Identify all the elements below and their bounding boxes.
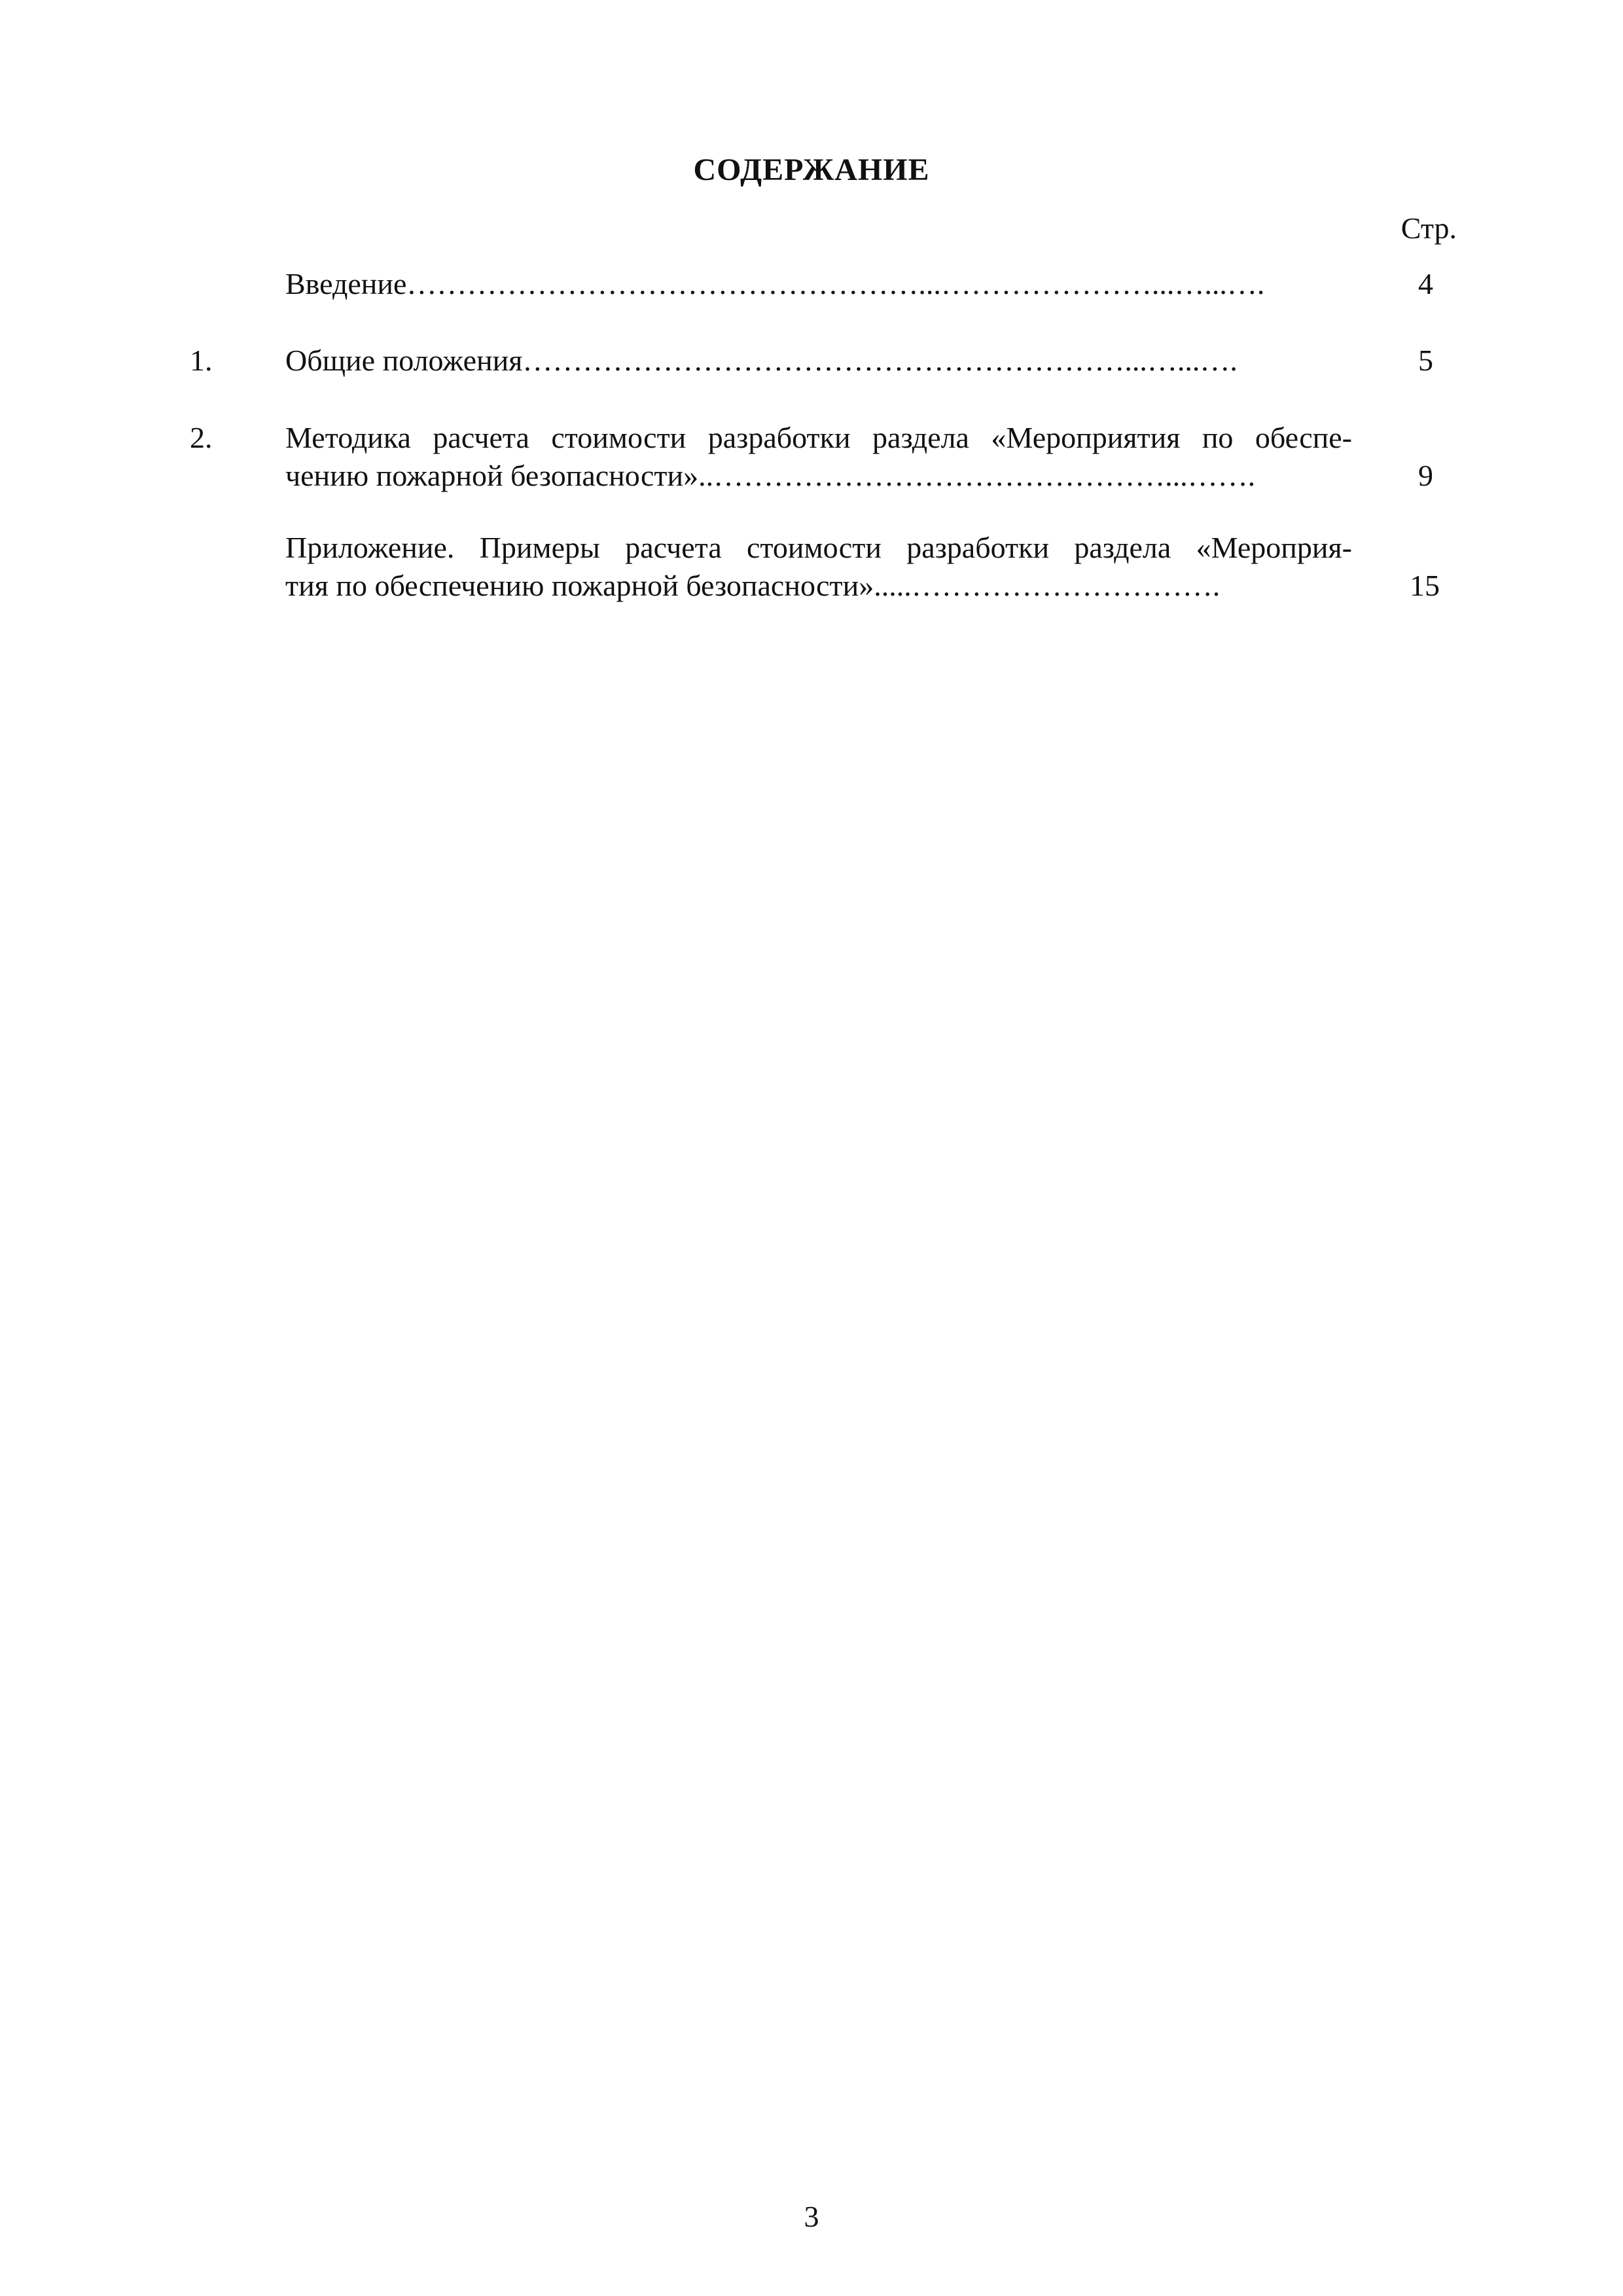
toc-entry-text xyxy=(285,342,1352,380)
toc-entry-text xyxy=(285,529,1352,605)
toc-entry-number: 2. xyxy=(190,421,213,454)
toc-entry-page: 4 xyxy=(1418,267,1433,300)
toc-entry-line: Общие положения……………………………………………………...…...…. xyxy=(285,344,1238,377)
toc-entry-number: 1. xyxy=(190,344,213,377)
toc-entry-page: 15 xyxy=(1410,569,1440,602)
toc-entry-line: Приложение. Примеры расчета стоимости разработки раздела «Мероприя- xyxy=(285,531,1352,564)
toc-title: СОДЕРЖАНИЕ xyxy=(693,152,930,187)
toc-entry-line: Введение……………………………………………...…………………...…...…. xyxy=(285,267,1265,300)
toc-entry-line: чению пожарной безопасности»..………………………………………...……. xyxy=(285,459,1256,492)
toc-entry-text xyxy=(285,265,1352,303)
toc-entry-text xyxy=(285,419,1352,495)
toc-entry-line: тия по обеспечению пожарной безопасности».....…………………………. xyxy=(285,569,1221,602)
toc-entry-line: Методика расчета стоимости разработки раздела «Мероприятия по обеспе- xyxy=(285,421,1352,454)
page-number: 3 xyxy=(804,2200,819,2233)
toc-entry-page: 9 xyxy=(1418,459,1433,492)
page-column-header: Стр. xyxy=(1400,211,1457,245)
toc-entry-page: 5 xyxy=(1418,344,1433,377)
